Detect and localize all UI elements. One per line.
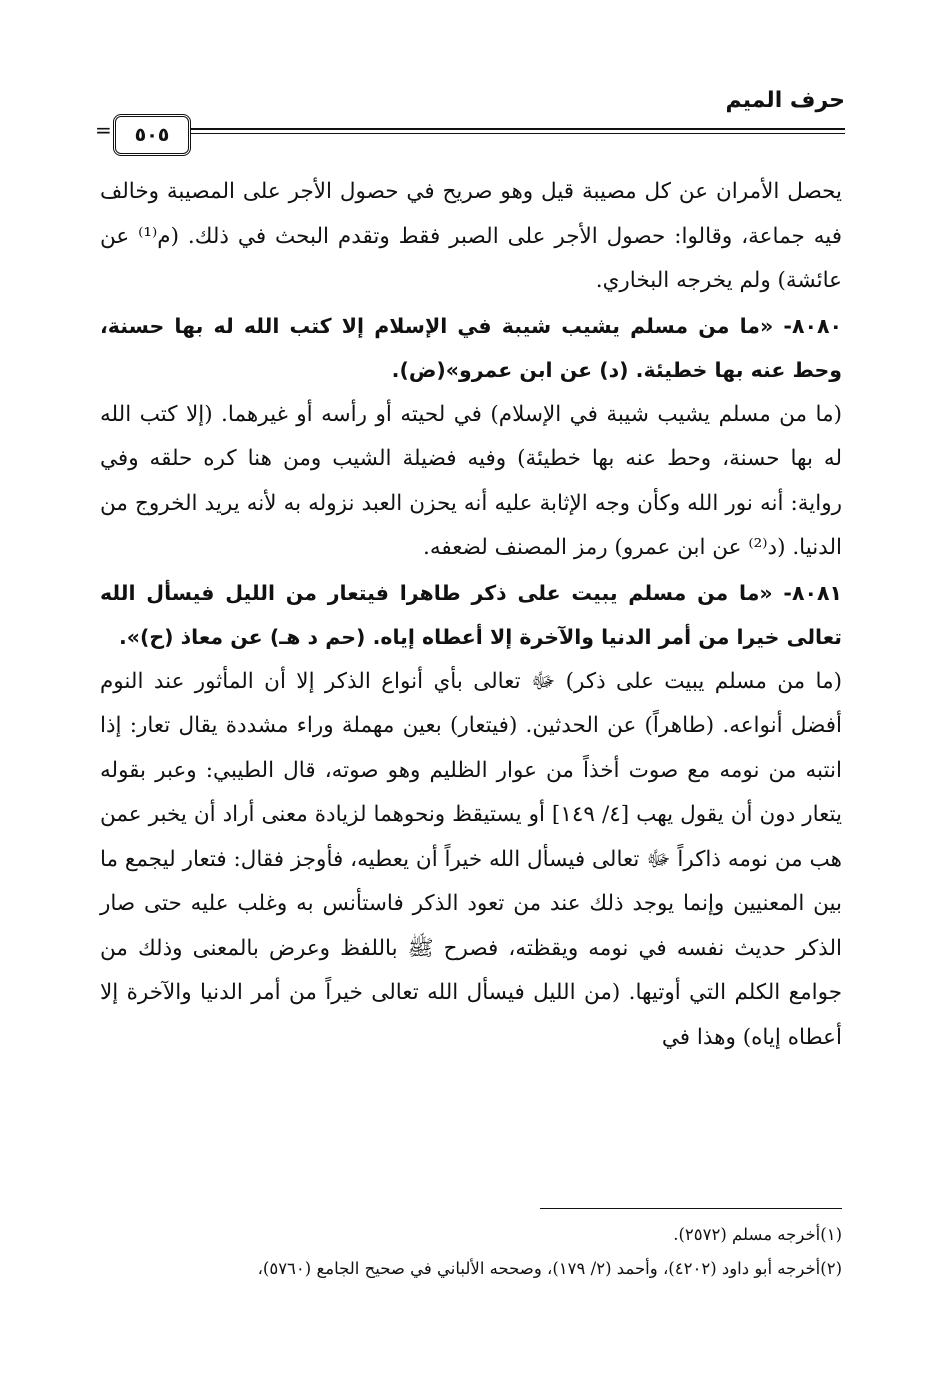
footnote-2: (٢)أخرجه أبو داود (٤٢٠٢)، وأحمد (٢/ ١٧٩)، وصححه الألباني في صحيح الجامع (٥٧٦٠)، [257,1259,842,1278]
header-mark: = [95,118,112,142]
footnotes [100,1218,842,1286]
page-number-box [113,114,191,156]
footnote-1: (١)أخرجه مسلم (٢٥٧٢). [673,1225,842,1244]
hadith-entry-8080: ٨٠٨٠- «ما من مسلم يشيب شيبة في الإسلام إلا كتب الله له بها حسنة، وحط عنه بها خطيئة. (د) عن ابن عمرو»(ض). [100,313,842,382]
header-rule-thin [190,133,845,134]
footnote-separator [540,1208,842,1209]
paragraph-commentary-1: يحصل الأمران عن كل مصيبة قيل وهو صريح في حصول الأجر على المصيبة وخالف فيه جماعة، وقالوا: حصول الأجر على الصبر فقط وتقدم البحث في ذلك. (م⁽¹⁾ عن عائشة) ولم يخرجه البخاري. [100,179,842,293]
paragraph-commentary-3: (ما من مسلم يبيت على ذكر) ﷻ تعالى بأي أنواع الذكر إلا أن المأثور عند النوم أفضل أنواعه. (طاهراً) عن الحدثين. (فيتعار) بعين مهملة وراء مشددة يقال تعار: إذا انتبه من نومه مع صوت أخذاً من عوار الظليم وهو صوته، قال الطيبي: وعبر بقوله يتعار دون أن يقول يهب [٤/ ١٤٩] أو يستيقظ ونحوهما لزيادة معنى أراد أن يخبر عمن هب من نومه ذاكراً ﷻ تعالى فيسأل الله خيراً أن يعطيه، فأوجز فقال: فتعار ليجمع ما بين المعنيين وإنما يوجد ذلك عند من تعود الذكر فاستأنس به وغلب عليه حتى صار الذكر حديث نفسه في نومه ويقظته، فصرح ﷺ باللفظ وعرض بالمعنى وذلك من جوامع الكلم التي أوتيها. (من الليل فيسأل الله تعالى خيراً من أمر الدنيا والآخرة إلا أعطاه إياه) وهذا في [100,668,842,1050]
running-title: حرف الميم [725,88,845,113]
hadith-entry-8081: ٨٠٨١- «ما من مسلم يبيت على ذكر طاهرا فيتعار من الليل فيسأل الله تعالى خيرا من أمر الدنيا والآخرة إلا أعطاه إياه. (حم د هـ) عن معاذ (ح)». [100,580,842,649]
page-header [95,88,845,158]
paragraph-commentary-2: (ما من مسلم يشيب شيبة في الإسلام) في لحيته أو رأسه أو غيرهما. (إلا كتب الله له بها حسنة، وحط عنه بها خطيئة) وفيه فضيلة الشيب ومن هنا كره حلقه وفي رواية: أنه نور الله وكأن وجه الإثابة عليه أنه يحزن العبد نزوله به لأنه يريد الخروج من الدنيا. (د⁽²⁾ عن ابن عمرو) رمز المصنف لضعفه. [100,401,842,560]
main-text [100,170,842,1060]
header-rule [190,128,845,130]
page-number: ٥٠٥ [134,124,170,146]
